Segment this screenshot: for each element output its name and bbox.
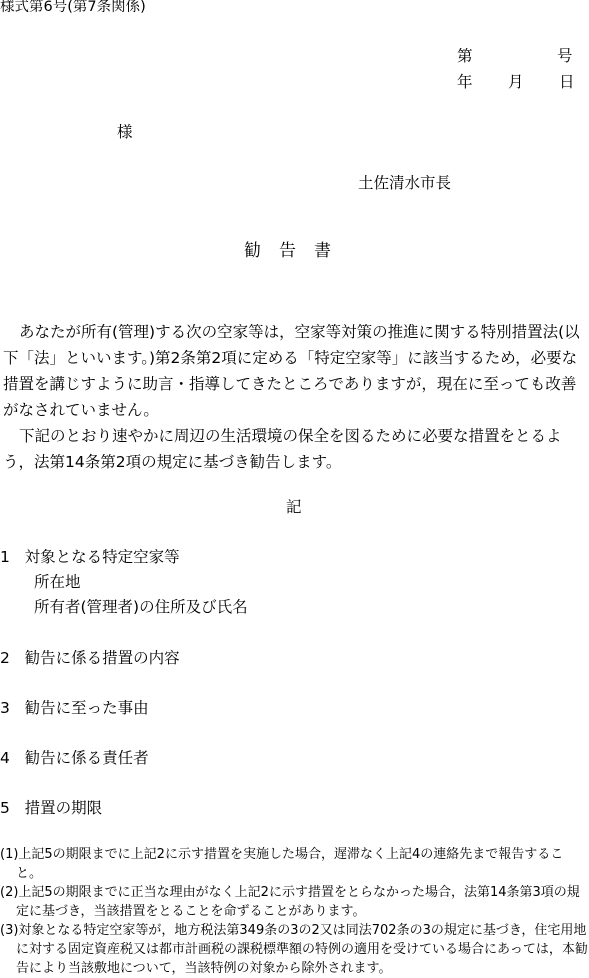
doc-number-prefix: 第 [457, 47, 473, 65]
item-label: 勧告に係る責任者 [24, 749, 149, 767]
note-1: (1)上記5の期限までに上記2に示す措置を実施した場合，遅滞なく上記4の連絡先まで報告すること。 [0, 847, 564, 881]
addressee: 様 [117, 123, 133, 141]
item-label: 勧告に至った事由 [24, 699, 149, 717]
item-label: 対象となる特定空家等 [24, 548, 180, 566]
item-5 [0, 800, 102, 816]
item-number: 2 [0, 649, 10, 667]
item-1 [0, 549, 180, 565]
item-number: 1 [0, 548, 10, 566]
note-3: (3)対象となる特定空家等が，地方税法第349条の3の2又は同法702条の3の規定に基づき，住宅用地に対する固定資産税又は都市計画税の課税標準額の特例の適用を受けている場合にあっては，本勧告により当該敷地について，当該特例の対象から除外されます。 [0, 923, 588, 976]
document-title: 勧告書 [244, 241, 349, 261]
item-1-location: 所在地 [34, 573, 81, 591]
date-year: 年 [457, 73, 473, 91]
item-number: 5 [0, 799, 10, 817]
item-number: 3 [0, 699, 10, 717]
notes [0, 845, 589, 978]
item-label: 勧告に係る措置の内容 [24, 649, 180, 667]
ki-heading: 記 [286, 498, 302, 516]
item-4 [0, 750, 149, 766]
item-2 [0, 650, 180, 666]
note-2: (2)上記5の期限までに正当な理由がなく上記2に示す措置をとらなかった場合，法第14条第3項の規定に基づき，当該措置をとることを命ずることがあります。 [0, 885, 580, 919]
item-number: 4 [0, 749, 10, 767]
body-paragraph-1: あなたが所有(管理)する次の空家等は，空家等対策の推進に関する特別措置法(以下「法」といいます。)第2条第2項に定める「特定空家等」に該当するため，必要な措置を講じすように助言・指導してきたところでありますが，現在に至っても改善がなされていません。 [3, 323, 580, 419]
item-label: 措置の期限 [24, 799, 103, 817]
date-day: 日 [559, 73, 575, 91]
doc-number-suffix: 号 [557, 47, 573, 65]
body-paragraph-2: 下記のとおり速やかに周辺の生活環境の保全を図るために必要な措置をとるよう，法第14条第2項の規定に基づき勧告します。 [3, 427, 562, 471]
form-label: 様式第6号(第7条関係) [0, 0, 146, 15]
item-1-owner: 所有者(管理者)の住所及び氏名 [34, 598, 248, 616]
item-3 [0, 700, 149, 716]
date-month: 月 [508, 73, 524, 91]
issuer: 土佐清水市長 [358, 174, 452, 192]
